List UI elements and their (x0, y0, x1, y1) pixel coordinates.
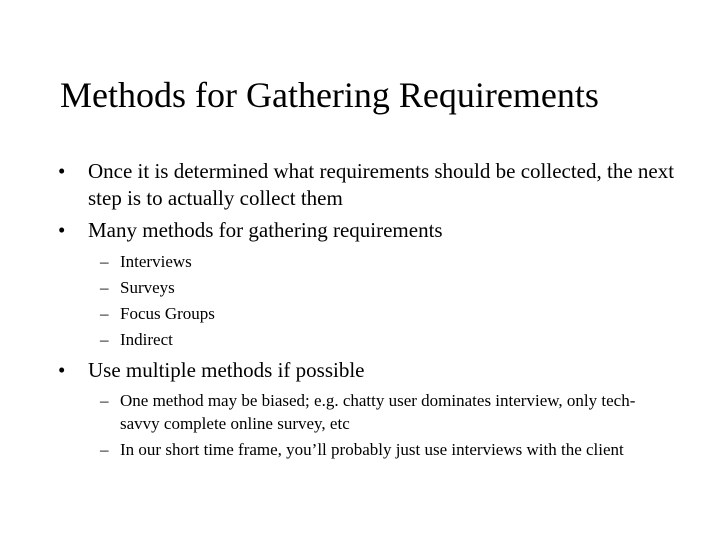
bullet-marker: • (58, 218, 66, 242)
slide-title: Methods for Gathering Requirements (60, 75, 599, 115)
sub-bullet-item (58, 249, 678, 275)
dash-marker: – (100, 278, 109, 297)
bullet-text: Use multiple methods if possible (88, 358, 365, 382)
bullet-item (58, 357, 678, 384)
bullet-item (58, 158, 678, 212)
bullet-item (58, 217, 678, 244)
dash-marker: – (100, 330, 109, 349)
sub-bullet-item (58, 327, 678, 353)
dash-marker: – (100, 391, 109, 410)
sub-bullet-text: Indirect (120, 330, 173, 349)
bullet-marker: • (58, 358, 66, 382)
sub-bullet-text: One method may be biased; e.g. chatty user dominates interview, only tech-savvy complete online survey, etc (120, 391, 636, 433)
bullet-text: Many methods for gathering requirements (88, 218, 443, 242)
dash-marker: – (100, 252, 109, 271)
sub-bullet-list (58, 389, 678, 461)
sub-bullet-text: Surveys (120, 278, 175, 297)
sub-bullet-item (58, 389, 640, 435)
sub-bullet-item (58, 301, 678, 327)
sub-bullet-item (58, 438, 640, 461)
sub-bullet-item (58, 275, 678, 301)
bullet-text: Once it is determined what requirements should be collected, the next step is to actually collect them (88, 159, 675, 210)
sub-bullet-text: In our short time frame, you’ll probably just use interviews with the client (120, 440, 624, 459)
bullet-list (58, 158, 678, 465)
dash-marker: – (100, 304, 109, 323)
sub-bullet-text: Interviews (120, 252, 192, 271)
sub-bullet-text: Focus Groups (120, 304, 215, 323)
dash-marker: – (100, 440, 109, 459)
sub-bullet-list (58, 249, 678, 353)
bullet-marker: • (58, 159, 66, 183)
